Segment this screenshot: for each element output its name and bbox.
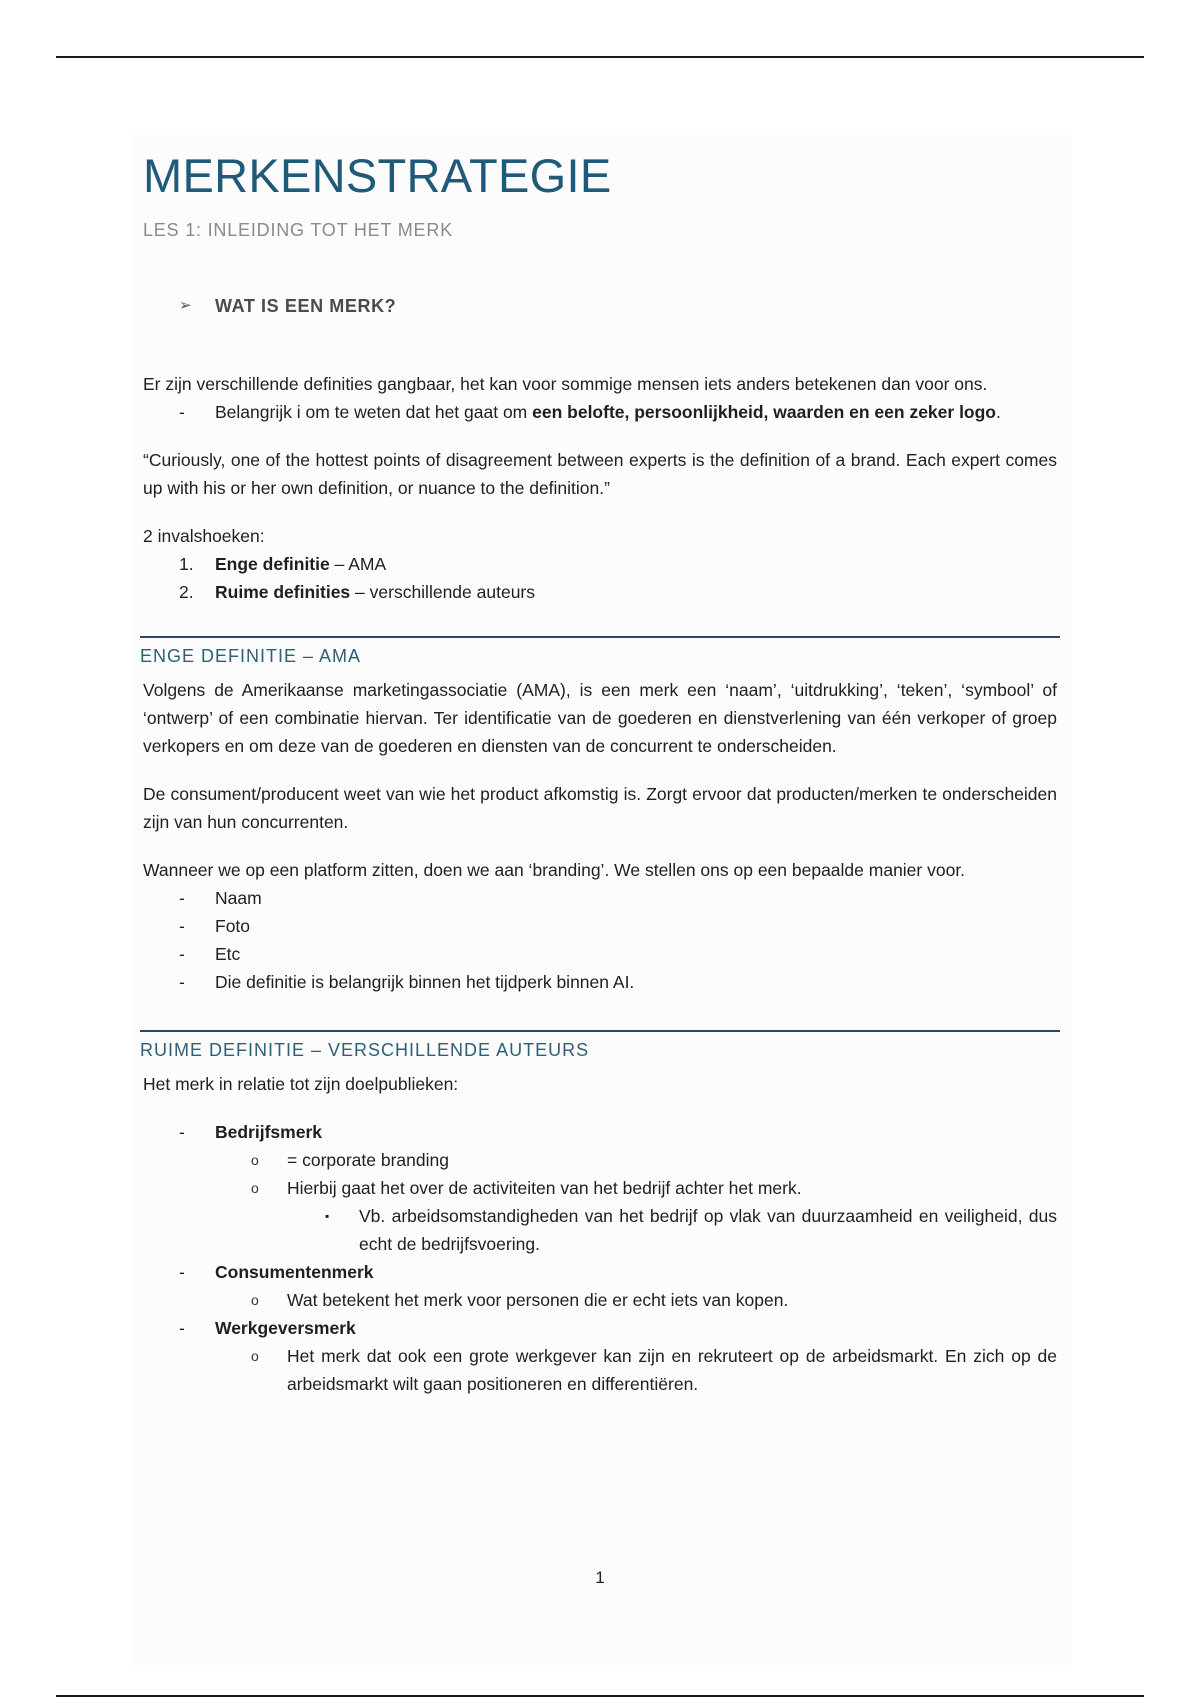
circle-marker: o — [251, 1348, 259, 1364]
list-item-bold: Enge definitie — [215, 554, 330, 574]
list-item — [143, 398, 1057, 426]
list-item-text: Hierbij gaat het over de activiteiten van het bedrijf achter het merk. — [287, 1178, 802, 1198]
list-item-text: Etc — [215, 944, 241, 964]
list-item — [143, 1118, 1057, 1146]
bedrijfsmerk-subsublist — [143, 1202, 1057, 1258]
dash-marker: - — [179, 888, 185, 908]
section-heading-ruime: RUIME DEFINITIE – VERSCHILLENDE AUTEURS — [140, 1030, 1060, 1064]
ruime-intro: Het merk in relatie tot zijn doelpublieken: — [143, 1074, 459, 1094]
heading-text: WAT IS EEN MERK? — [215, 296, 397, 316]
list-item — [143, 1342, 1057, 1398]
number-marker: 2. — [179, 582, 194, 602]
bedrijfsmerk-label: Bedrijfsmerk — [215, 1122, 322, 1142]
list-item-rest: – AMA — [329, 554, 387, 574]
list-item-text: Vb. arbeidsomstandigheden van het bedrijf op vlak van duurzaamheid en veiligheid, dus echt de bedrijfsvoering. — [359, 1206, 1057, 1254]
list-item — [143, 1174, 1057, 1202]
dash-marker: - — [179, 972, 185, 992]
document-content — [140, 140, 1057, 1398]
dash-marker: - — [179, 1262, 185, 1282]
dash-marker: - — [179, 402, 185, 422]
bedrijfsmerk-sublist — [143, 1146, 1057, 1202]
list-item — [143, 1314, 1057, 1342]
list-item — [143, 578, 1057, 606]
list-item-text: = corporate branding — [287, 1150, 449, 1170]
ruime-bullet-consumentenmerk — [143, 1258, 1057, 1286]
square-marker: ▪ — [325, 1209, 330, 1223]
list-item-rest: – verschillende auteurs — [350, 582, 535, 602]
arrow-bullet-icon: ➢ — [179, 297, 193, 314]
document-subtitle: LES 1: INLEIDING TOT HET MERK — [143, 220, 453, 240]
list-item — [143, 968, 1057, 996]
number-marker: 1. — [179, 554, 194, 574]
list-item-text: Het merk dat ook een grote werkgever kan zijn en rekruteert op de arbeidsmarkt. En zich op de arbeidsmarkt wilt gaan positioneren en differentiëren. — [287, 1346, 1057, 1394]
invalshoeken-label: 2 invalshoeken: — [143, 526, 265, 546]
list-item — [143, 1258, 1057, 1286]
enge-paragraph-2: De consument/producent weet van wie het product afkomstig is. Zorgt ervoor dat producten/merken te onderscheiden zijn van hun concurrenten. — [143, 784, 1057, 832]
enge-paragraph-3: Wanneer we op een platform zitten, doen we aan ‘branding’. We stellen ons op een bepaalde manier voor. — [143, 860, 966, 880]
list-item — [143, 550, 1057, 578]
consumentenmerk-sublist — [143, 1286, 1057, 1314]
dash-marker: - — [179, 1122, 185, 1142]
list-item — [143, 912, 1057, 940]
enge-list — [143, 884, 1057, 996]
enge-paragraph-1: Volgens de Amerikaanse marketingassociatie (AMA), is een merk een ‘naam’, ‘uitdrukking’, ‘teken’, ‘symbool’ of ‘ontwerp’ of een combinatie hiervan. Ter identificatie van de goederen en dienstverlening van één verkoper of groep verkopers en om deze van de goederen en diensten van de concurrent te onderscheiden. — [143, 680, 1057, 756]
heading-wat-is-een-merk — [179, 292, 1057, 320]
list-item — [143, 884, 1057, 912]
bullet-text-end: . — [996, 402, 1001, 422]
top-rule — [56, 56, 1144, 58]
list-item-text: Naam — [215, 888, 262, 908]
document-title: MERKENSTRATEGIE — [143, 149, 612, 202]
bottom-rule — [56, 1695, 1144, 1697]
list-item — [143, 940, 1057, 968]
list-item-bold: Ruime definities — [215, 582, 351, 602]
ruime-list — [143, 1118, 1057, 1398]
ruime-bullet-bedrijfsmerk — [143, 1118, 1057, 1146]
list-item — [143, 1202, 1057, 1258]
list-item-text: Wat betekent het merk voor personen die er echt iets van kopen. — [287, 1290, 789, 1310]
bullet-bold-text: een belofte, persoonlijkheid, waarden en een zeker logo — [532, 402, 996, 422]
list-item — [143, 1146, 1057, 1174]
list-item-text: Die definitie is belangrijk binnen het tijdperk binnen AI. — [215, 972, 635, 992]
list-item-text: Foto — [215, 916, 251, 936]
consumentenmerk-label: Consumentenmerk — [215, 1262, 374, 1282]
circle-marker: o — [251, 1180, 259, 1196]
dash-marker: - — [179, 944, 185, 964]
bullet-list-belofte — [143, 398, 1057, 426]
dash-marker: - — [179, 916, 185, 936]
werkgeversmerk-label: Werkgeversmerk — [215, 1318, 356, 1338]
ruime-bullet-werkgeversmerk — [143, 1314, 1057, 1342]
numbered-list — [143, 550, 1057, 606]
circle-marker: o — [251, 1152, 259, 1168]
page-number: 1 — [595, 1568, 605, 1587]
circle-marker: o — [251, 1292, 259, 1308]
bullet-text: Belangrijk i om te weten dat het gaat om — [215, 402, 533, 422]
dash-marker: - — [179, 1318, 185, 1338]
intro-paragraph: Er zijn verschillende definities gangbaar, het kan voor sommige mensen iets anders betekenen dan voor ons. — [143, 374, 988, 394]
list-item — [143, 1286, 1057, 1314]
section-heading-enge: ENGE DEFINITIE – AMA — [140, 636, 1060, 670]
quote-paragraph: “Curiously, one of the hottest points of disagreement between experts is the definition of a brand. Each expert comes up with his or her own definition, or nuance to the definition.” — [143, 450, 1057, 498]
werkgeversmerk-sublist — [143, 1342, 1057, 1398]
